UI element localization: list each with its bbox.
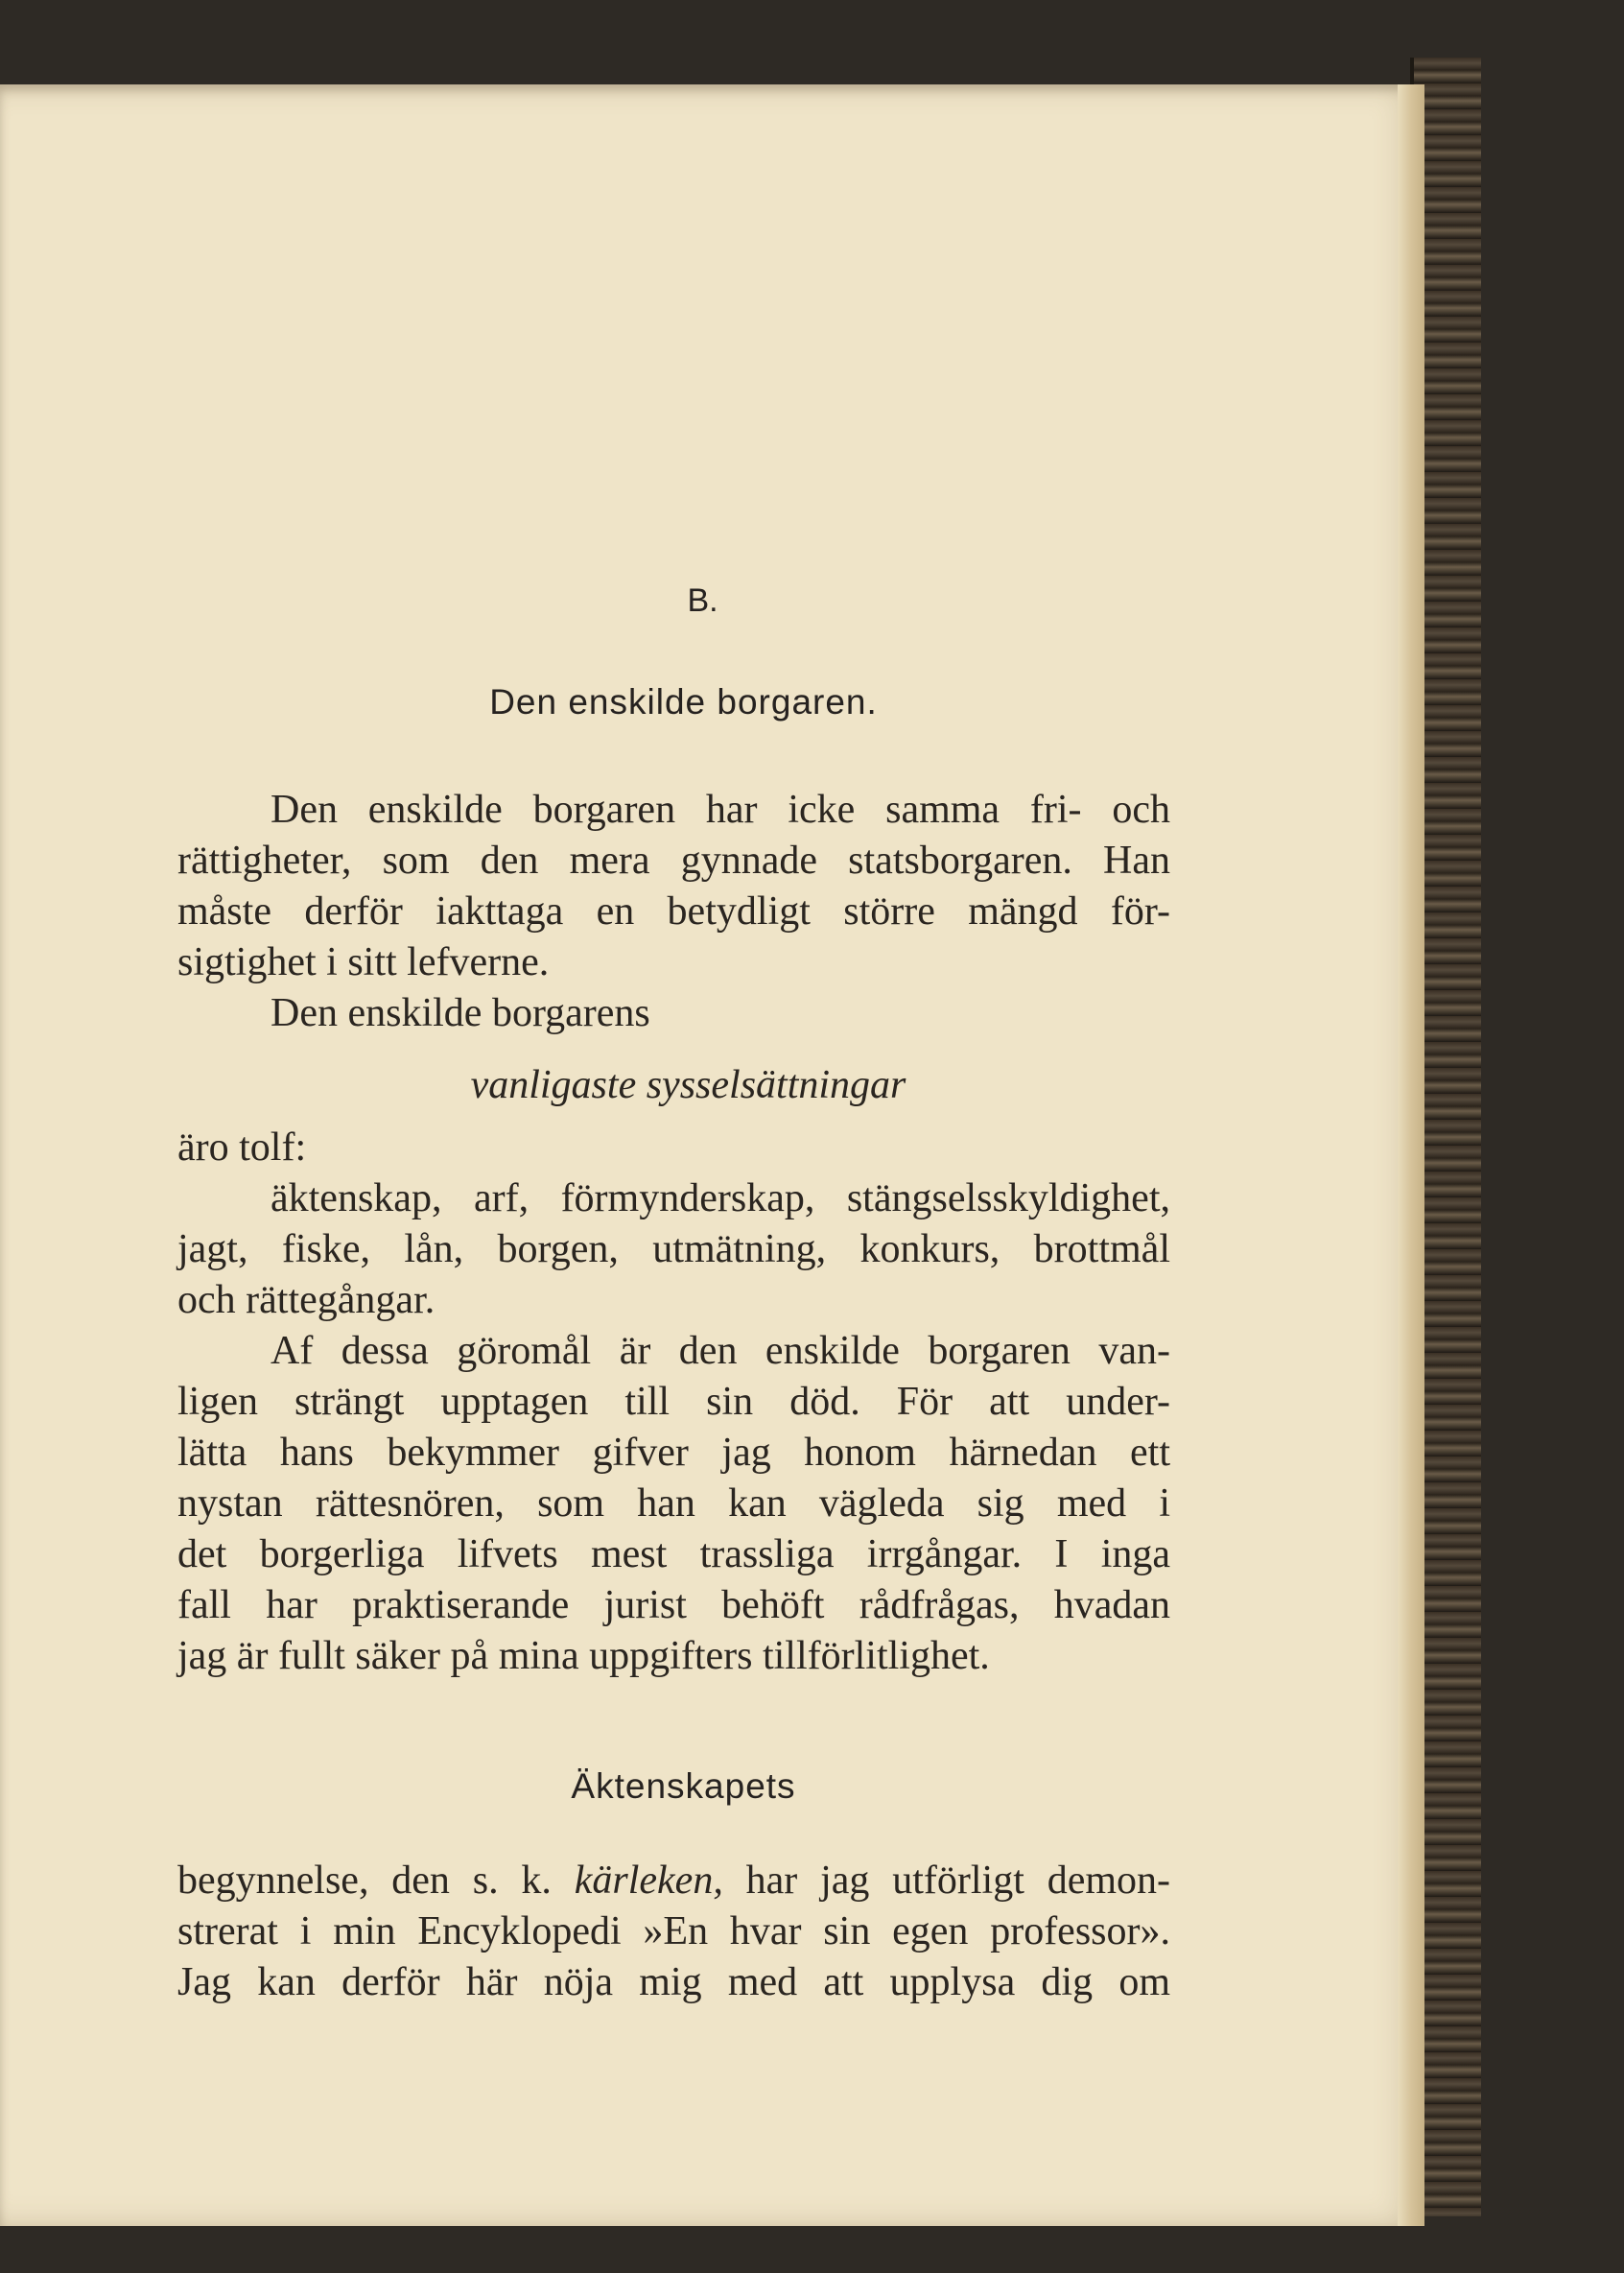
- text-segment: har jag utförligt demon-: [745, 1859, 1171, 1903]
- emphasized-word: kärleken,: [574, 1859, 723, 1903]
- text-line: Jag kan derför här nöja mig med att upplysa dig om: [177, 1960, 1170, 2004]
- text-line: [177, 1856, 1170, 1906]
- text-line: lätta hans bekymmer gifver jag honom härnedan ett: [177, 1431, 1170, 1475]
- text-line: Den enskilde borgarens: [271, 991, 650, 1035]
- paragraph-3: [177, 1123, 1170, 1326]
- section-letter: B.: [687, 582, 718, 619]
- text-line: ligen strängt upptagen till sin död. För att under-: [177, 1380, 1170, 1424]
- paragraph-4: [177, 1326, 1170, 1682]
- text-line: Den enskilde borgaren har icke samma fri- och: [271, 788, 1170, 832]
- text-line: rättigheter, som den mera gynnade statsborgaren. Han: [177, 839, 1170, 883]
- text-line: jagt, fiske, lån, borgen, utmätning, konkurs, brottmål: [177, 1227, 1170, 1271]
- text-line: det borgerliga lifvets mest trassliga irrgångar. I inga: [177, 1532, 1170, 1576]
- paragraph-5: [177, 1856, 1170, 2008]
- text-line: äktenskap, arf, förmynderskap, stängselsskyldighet,: [271, 1176, 1170, 1220]
- text-line: måste derför iakttaga en betydligt större mängd för-: [177, 889, 1170, 934]
- text-segment: begynnelse, den s. k.: [177, 1859, 552, 1903]
- page-edge: [1398, 84, 1424, 2226]
- text-line: nystan rättesnören, som han kan vägleda sig med i: [177, 1481, 1170, 1526]
- text-line: äro tolf:: [177, 1125, 307, 1170]
- paragraph-2: [177, 988, 1170, 1039]
- text-line: och rättegångar.: [177, 1278, 435, 1322]
- text-line: jag är fullt säker på mina uppgifters tillförlitlighet.: [177, 1634, 990, 1678]
- text-line: sigtighet i sitt lefverne.: [177, 940, 550, 984]
- text-line: strerat i min Encyklopedi »En hvar sin egen professor».: [177, 1909, 1170, 1953]
- text-line: fall har praktiserande jurist behöft rådfrågas, hvadan: [177, 1583, 1170, 1627]
- page-text: [177, 576, 1170, 2008]
- paragraph-1: [177, 785, 1170, 988]
- section-heading: Äktenskapets: [571, 1766, 796, 1806]
- text-line: Af dessa göromål är den enskilde borgaren van-: [271, 1329, 1170, 1373]
- chapter-title: Den enskilde borgaren.: [489, 682, 878, 722]
- italic-subheading: vanligaste sysselsättningar: [470, 1063, 906, 1107]
